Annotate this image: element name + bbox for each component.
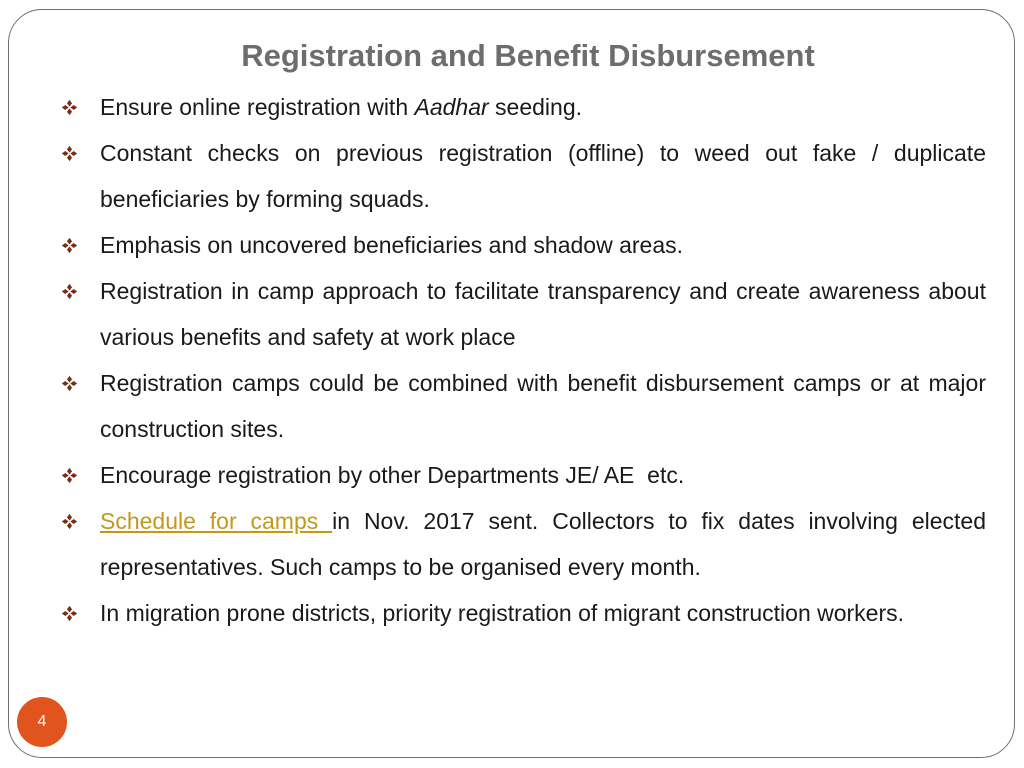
bullet-item-constant-checks	[58, 130, 986, 222]
bullet-item-combined-camps	[58, 360, 986, 452]
diamond-bullet-icon	[58, 130, 80, 176]
bullet-text: Encourage registration by other Departments JE/ AE etc.	[100, 462, 685, 488]
bullet-list	[58, 84, 986, 636]
page-number: 4	[37, 713, 47, 730]
bullet-text: Ensure online registration with	[100, 94, 415, 120]
bullet-text: Emphasis on uncovered beneficiaries and shadow areas.	[100, 232, 684, 258]
bullet-item-schedule	[58, 498, 986, 590]
bullet-item-other-departments	[58, 452, 986, 498]
slide-title: Registration and Benefit Disbursement	[241, 38, 815, 73]
bullet-text: Constant checks on previous registration (offline) to weed out fake / duplicate beneficiaries by forming squads.	[100, 140, 986, 212]
bullet-item-migration	[58, 590, 986, 636]
bullet-item-aadhar	[58, 84, 986, 130]
bullet-text: In migration prone districts, priority registration of migrant construction workers.	[100, 600, 905, 626]
schedule-for-camps-link[interactable]: Schedule for camps	[100, 508, 333, 534]
diamond-bullet-icon	[58, 84, 80, 130]
bullet-text: in Nov. 2017 sent. Collectors to fix dates involving elected representatives. Such camps to be organised every month.	[100, 508, 986, 580]
page-number-badge	[17, 697, 67, 747]
diamond-bullet-icon	[58, 222, 80, 268]
bullet-text: Registration camps could be combined with benefit disbursement camps or at major construction sites.	[100, 370, 986, 442]
bullet-item-camp-approach	[58, 268, 986, 360]
diamond-bullet-icon	[58, 360, 80, 406]
diamond-bullet-icon	[58, 590, 80, 636]
diamond-bullet-icon	[58, 452, 80, 498]
bullet-text: Registration in camp approach to facilitate transparency and create awareness about various benefits and safety at work place	[100, 278, 986, 350]
diamond-bullet-icon	[58, 498, 80, 544]
bullet-text: seeding.	[488, 94, 583, 120]
bullet-item-emphasis	[58, 222, 986, 268]
diamond-bullet-icon	[58, 268, 80, 314]
aadhar-italic-text: Aadhar	[414, 94, 489, 120]
